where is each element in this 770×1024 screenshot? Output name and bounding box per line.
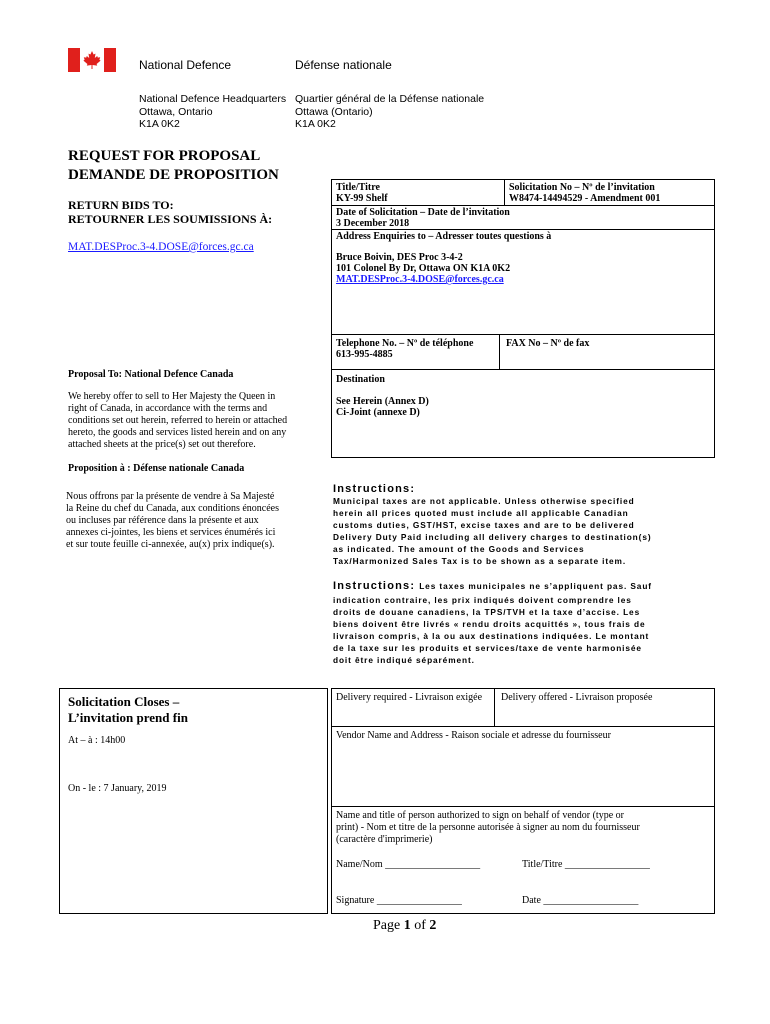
destination-line: See Herein (Annex D) [336, 396, 429, 407]
contact-name: Bruce Boivin, DES Proc 3-4-2 [336, 252, 463, 263]
destination-content [332, 374, 433, 418]
closing-date: On - le : 7 January, 2019 [68, 783, 167, 794]
canada-flag-logo [68, 48, 116, 72]
instructions-fr-line: biens doivent être livrés « rendu droits acquittés », tous frais de [333, 619, 646, 629]
closes-heading-en: Solicitation Closes – [68, 694, 180, 709]
proposal-fr-line: la Reine du chef du Canada, aux conditions énoncées [66, 503, 279, 514]
proposal-fr-line: ou incluses par référence dans la présente et aux [66, 515, 259, 526]
title-fr: DEMANDE DE PROPOSITION [68, 167, 279, 183]
proposal-body-en [68, 391, 287, 451]
address-fr [295, 93, 484, 131]
proposal-fr-line: annexes ci-jointes, les biens et services énumérés ici [66, 527, 276, 538]
fax-label: FAX No – Nº de fax [506, 338, 590, 349]
proposal-heading-fr: Proposition à : Défense nationale Canada [68, 463, 245, 474]
vendor-name-label: Vendor Name and Address - Raison sociale et adresse du fournisseur [336, 730, 611, 741]
title-cell [332, 180, 505, 206]
address-en-line: K1A 0K2 [139, 118, 180, 130]
telephone-cell [332, 335, 500, 369]
closes-heading [68, 694, 188, 726]
enquiries-cell [332, 230, 714, 335]
proposal-en-line: right of Canada, in accordance with the terms and [68, 403, 268, 414]
delivery-offered-cell[interactable] [495, 689, 714, 727]
return-bids-heading [68, 198, 272, 226]
proposal-fr-line: et sur toute feuille ci-annexée, au(x) prix indique(s). [66, 539, 275, 550]
solicitation-date-cell [332, 206, 714, 230]
instructions-en-line: Delivery Duty Paid including all delivery charges to destination(s) [333, 532, 652, 542]
department-name-en: National Defence [139, 58, 232, 72]
title-field[interactable]: Title/Titre _________________ [522, 859, 650, 870]
solicitation-date-label: Date of Solicitation – Date de l’invitation [336, 207, 510, 218]
return-bids-email-link[interactable]: MAT.DESProc.3-4.DOSE@forces.gc.ca [68, 241, 254, 253]
address-en [139, 93, 286, 131]
instructions-fr-heading: Instructions: [333, 580, 416, 592]
document-title [68, 147, 279, 185]
department-name-fr: Défense nationale [295, 58, 392, 72]
destination-box [331, 370, 715, 458]
instructions-fr-line: droits de douane canadiens, la TPS/TVH et la taxe d’accise. Les [333, 607, 641, 617]
instructions-fr-line: indication contraire, les prix indiqués doivent comprendre les [333, 595, 632, 605]
solicitation-info-box [331, 179, 715, 370]
solicitation-number-cell [505, 180, 714, 206]
page-current: 1 [403, 918, 411, 933]
instructions-fr-line: Les taxes municipales ne s’appliquent pas. Sauf [419, 581, 652, 591]
page-number [373, 918, 436, 934]
instructions-fr [333, 576, 718, 666]
instructions-en-line: Tax/Harmonized Sales Tax is to be shown as a separate item. [333, 556, 627, 566]
instructions-en-line: customs duties, GST/HST, excise taxes and are to be delivered [333, 520, 635, 530]
return-bids-fr: RETOURNER LES SOUMISSIONS À: [68, 212, 273, 226]
page-total: 2 [429, 918, 437, 933]
instructions-fr-line: de la taxe sur les produits et services/taxe de vente harmonisée [333, 643, 642, 653]
telephone-value: 613-995-4885 [336, 349, 393, 360]
solicitation-number-label: Solicitation No – Nº de l’invitation [509, 182, 655, 193]
solicitation-date-value: 3 December 2018 [336, 218, 410, 229]
authorized-line: print) - Nom et titre de la personne autorisée à signer au nom du fournisseur [336, 822, 640, 833]
closes-heading-fr: L’invitation prend fin [68, 710, 188, 725]
proposal-en-line: attached sheets at the price(s) set out therefore. [68, 439, 256, 450]
date-field[interactable]: Date ___________________ [522, 895, 639, 906]
authorized-line: Name and title of person authorized to sign on behalf of vendor (type or [336, 810, 624, 821]
instructions-en-line: as indicated. The amount of the Goods and Services [333, 544, 585, 554]
instructions-en-heading: Instructions: [333, 483, 416, 495]
address-fr-line: Ottawa (Ontario) [295, 105, 373, 118]
telephone-label: Telephone No. – Nº de téléphone [336, 338, 474, 349]
delivery-required-label: Delivery required - Livraison exigée [336, 692, 483, 703]
contact-email-link[interactable]: MAT.DESProc.3-4.DOSE@forces.gc.ca [336, 274, 504, 285]
proposal-en-line: conditions set out herein, referred to herein or attached [68, 415, 288, 426]
proposal-body-fr [66, 491, 279, 551]
proposal-heading-en: Proposal To: National Defence Canada [68, 369, 234, 380]
solicitation-number-value: W8474-14494529 - Amendment 001 [509, 193, 661, 204]
return-bids-en: RETURN BIDS TO: [68, 198, 174, 212]
proposal-fr-line: Nous offrons par la présente de vendre à Sa Majesté [66, 491, 275, 502]
fax-cell [500, 335, 714, 369]
signature-field[interactable]: Signature _________________ [336, 895, 462, 906]
authorized-line: (caractère d'imprimerie) [336, 834, 433, 845]
solicitation-closes-box [59, 688, 328, 914]
address-fr-line: Quartier général de la Défense nationale [295, 93, 485, 105]
closing-time: At – à : 14h00 [68, 735, 126, 746]
instructions-en-line: herein all prices quoted must include all applicable Canadian [333, 508, 629, 518]
enquiries-label: Address Enquiries to – Adresser toutes questions à [336, 231, 552, 242]
destination-label: Destination [336, 374, 385, 385]
address-fr-line: K1A 0K2 [295, 118, 336, 130]
instructions-en-line: Municipal taxes are not applicable. Unless otherwise specified [333, 496, 635, 506]
delivery-required-cell[interactable] [332, 689, 495, 727]
address-en-line: National Defence Headquarters [139, 93, 287, 105]
vendor-box [331, 688, 715, 914]
instructions-fr-line: doit être indiqué séparément. [333, 655, 475, 665]
proposal-en-line: We hereby offer to sell to Her Majesty the Queen in [68, 391, 276, 402]
title-value: KY-99 Shelf [336, 193, 388, 204]
destination-line: Ci-Joint (annexe D) [336, 407, 420, 418]
page-prefix: Page [373, 918, 404, 933]
name-field[interactable]: Name/Nom ___________________ [336, 859, 481, 870]
title-en: REQUEST FOR PROPOSAL [68, 148, 261, 164]
address-en-line: Ottawa, Ontario [139, 105, 213, 118]
contact-address: 101 Colonel By Dr, Ottawa ON K1A 0K2 [336, 263, 511, 274]
proposal-en-line: hereto, the goods and services listed herein and on any [68, 427, 287, 438]
delivery-offered-label: Delivery offered - Livraison proposée [501, 692, 653, 703]
title-label: Title/Titre [336, 182, 380, 193]
instructions-fr-line: livraison compris, à la ou aux destinations indiquées. Le montant [333, 631, 650, 641]
page-mid: of [410, 918, 430, 933]
vendor-name-cell[interactable] [332, 727, 714, 807]
instructions-en [333, 483, 718, 567]
